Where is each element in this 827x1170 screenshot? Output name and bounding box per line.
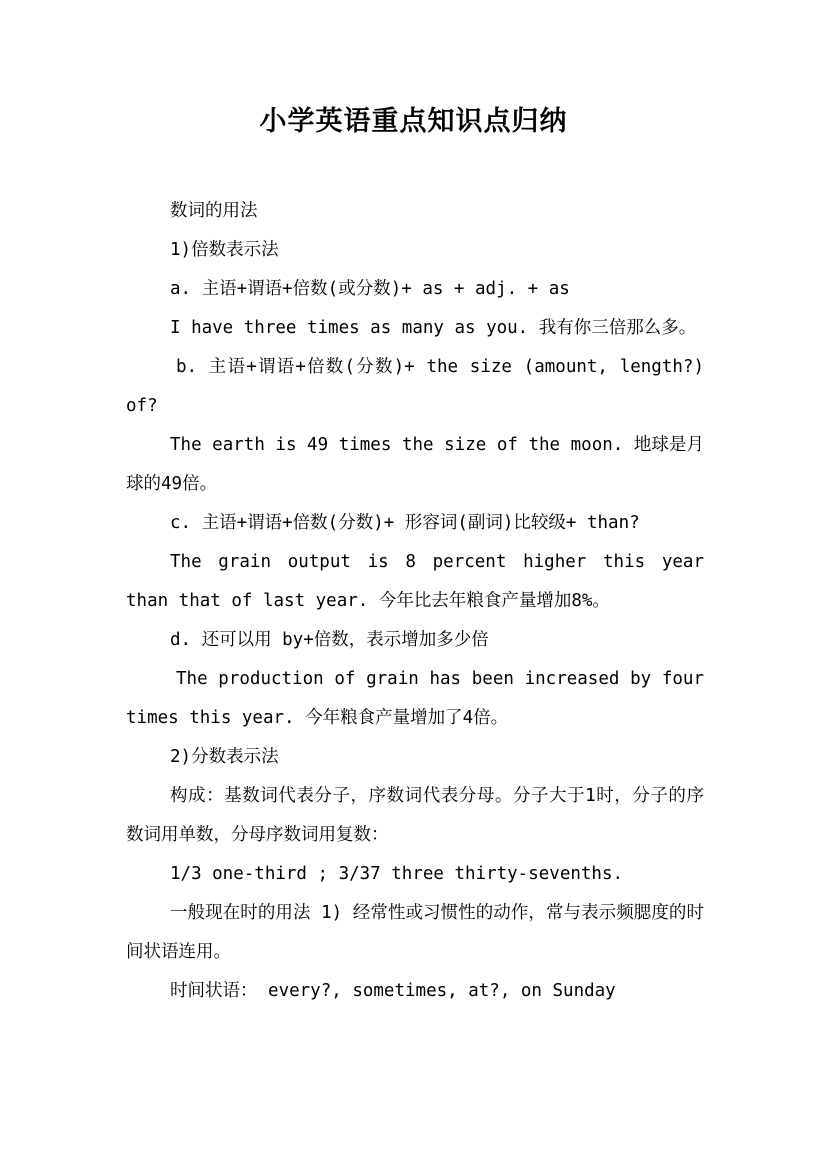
paragraph-fraction-rule: 构成：基数词代表分子，序数词代表分母。分子大于1时，分子的序数词用单数，分母序数词用复数： xyxy=(126,786,704,845)
document-title: 小学英语重点知识点归纳 xyxy=(259,106,568,137)
paragraph-multiple-expression: 1)倍数表示法 xyxy=(170,240,279,260)
paragraph-fraction-expression: 2)分数表示法 xyxy=(170,747,279,767)
paragraph-example-c: The grain output is 8 percent higher this year than that of last year. 今年比去年粮食产量增加8%。 xyxy=(126,552,704,611)
paragraph-numeral-usage: 数词的用法 xyxy=(170,201,258,221)
paragraph-pattern-a: a. 主语+谓语+倍数(或分数)+ as + adj. + as xyxy=(170,279,570,299)
document-body xyxy=(126,192,704,1011)
paragraph-time-adverbials: 时间状语： every?, sometimes, at?, on Sunday xyxy=(170,981,616,1001)
paragraph-example-a: I have three times as many as you. 我有你三倍那么多。 xyxy=(170,318,697,338)
paragraph-pattern-c: c. 主语+谓语+倍数(分数)+ 形容词(副词)比较级+ than? xyxy=(170,513,640,533)
paragraph-example-b: The earth is 49 times the size of the moon. 地球是月球的49倍。 xyxy=(126,435,704,494)
paragraph-pattern-d: d. 还可以用 by+倍数，表示增加多少倍 xyxy=(170,630,489,650)
paragraph-example-d: The production of grain has been increased by four times this year. 今年粮食产量增加了4倍。 xyxy=(126,669,704,728)
paragraph-present-tense: 一般现在时的用法 1) 经常性或习惯性的动作，常与表示频腮度的时间状语连用。 xyxy=(126,903,704,962)
paragraph-pattern-b: b. 主语+谓语+倍数(分数)+ the size (amount, length?) of? xyxy=(126,357,704,416)
paragraph-fraction-example: 1/3 one-third ; 3/37 three thirty-sevenths. xyxy=(170,864,624,884)
